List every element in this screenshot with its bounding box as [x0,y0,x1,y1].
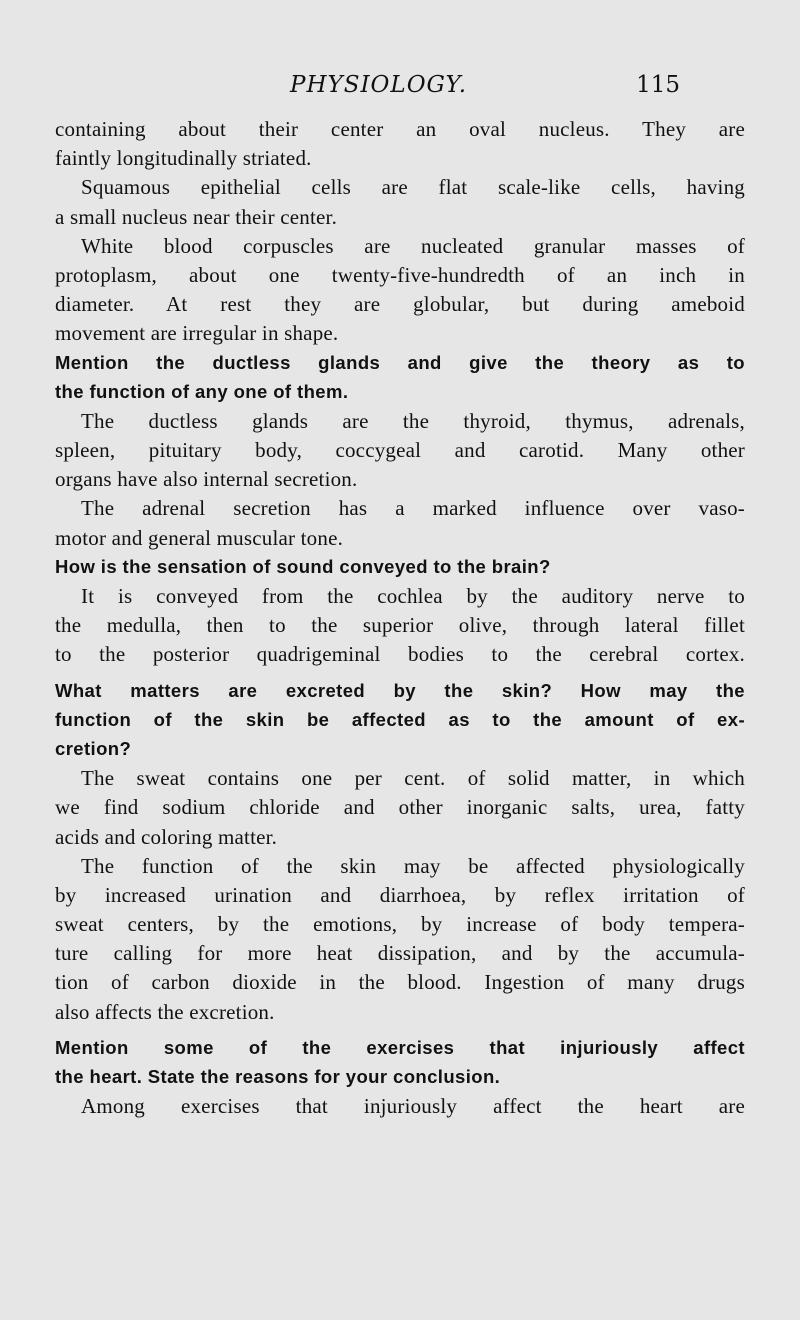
text-line: Squamous epithelial cells are flat scale-like cells, having [81,175,745,200]
text-line: It is conveyed from the cochlea by the auditory nerve to [81,584,745,608]
spacer [55,1029,745,1036]
question-line: Mention some of the exercises that injuriously affect [55,1036,745,1058]
running-title: PHYSIOLOGY. [290,72,468,98]
text-line: sweat centers, by the emotions, by increase of body tempera- [55,912,745,937]
spacer [55,672,745,679]
text-line: we find sodium chloride and other inorganic salts, urea, fatty [55,795,745,820]
text-line: tion of carbon dioxide in the blood. Ingestion of many drugs [55,970,745,995]
question-line: How is the sensation of sound conveyed to the brain? [55,555,551,577]
text-line: to the posterior quadrigeminal bodies to the cerebral cortex. [55,642,745,667]
page-header [290,72,680,106]
text-line: The sweat contains one per cent. of solid matter, in which [81,766,745,791]
text-line: organs have also internal secretion. [55,467,358,492]
body-text [55,117,745,1123]
text-line: protoplasm, about one twenty-five-hundredth of an inch in [55,262,745,287]
question-line: the heart. State the reasons for your conclusion. [55,1066,501,1087]
text-line: movement are irregular in shape. [55,321,339,346]
text-line: ture calling for more heat dissipation, and by the accumula- [55,941,745,966]
text-line: also affects the excretion. [55,999,275,1024]
text-line: by increased urination and diarrhoea, by reflex irritation of [55,882,745,907]
text-line: faintly longitudinally striated. [55,146,312,171]
question-line: cretion? [55,737,132,759]
text-line: Among exercises that injuriously affect the heart are [81,1094,745,1119]
text-line: acids and coloring matter. [55,824,278,849]
text-line: White blood corpuscles are nucleated granular masses of [81,233,745,258]
question-line: Mention the ductless glands and give the theory as to [55,351,745,373]
text-line: diameter. At rest they are globular, but during ameboid [55,292,745,317]
text-line: spleen, pituitary body, coccygeal and carotid. Many other [55,438,745,463]
question-line: function of the skin be affected as to the amount of ex- [55,708,745,730]
text-line: motor and general muscular tone. [55,525,344,550]
text-line: the medulla, then to the superior olive, through lateral fillet [55,613,745,638]
question-line: What matters are excreted by the skin? How may the [55,679,745,701]
page-number: 115 [636,72,680,98]
text-line: containing about their center an oval nucleus. They are [55,117,745,141]
text-line: The function of the skin may be affected physiologically [81,853,745,878]
text-line: a small nucleus near their center. [55,204,338,229]
text-line: The ductless glands are the thyroid, thymus, adrenals, [81,408,745,433]
text-line: The adrenal secretion has a marked influence over vaso- [81,496,745,521]
question-line: the function of any one of them. [55,380,349,402]
